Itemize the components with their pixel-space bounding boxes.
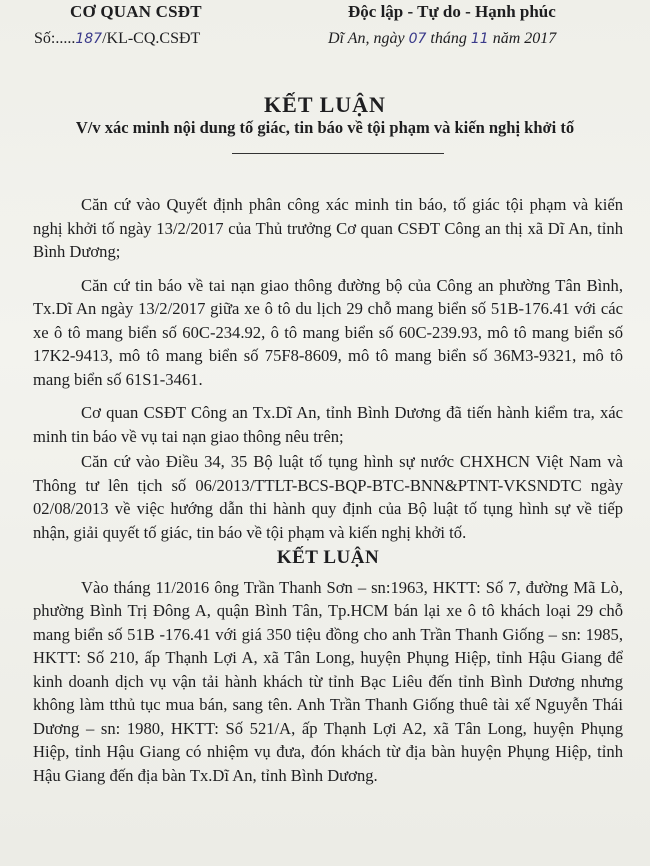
- paragraph-basis-report: Căn cứ tin báo về tai nạn giao thông đường bộ của Công an phường Tân Bình, Tx.Dĩ An ngày 13/2/2017 giữa xe ô tô du lịch 29 chỗ mang biển số 51B-176.41 với các xe ô tô mang biển số 60C-234.92, ô tô mang biển số 60C-239.93, mô tô mang biển số 17K2-9413, mô tô mang biển số 75F8-8609, mô tô mang biển số 36M3-9321, mô tô mang biển số 61S1-3461.: [33, 275, 623, 389]
- date-month-label: tháng: [430, 30, 467, 47]
- document-body: [33, 193, 623, 797]
- document-number-prefix: Số:.....: [34, 30, 76, 47]
- document-number-suffix: /KL-CQ.CSĐT: [102, 30, 201, 47]
- document-number: [34, 30, 200, 48]
- document-subtitle: V/v xác minh nội dung tố giác, tin báo về tội phạm và kiến nghị khởi tố: [75, 118, 575, 137]
- date-month-handwritten: 11: [470, 31, 489, 47]
- document-title: KẾT LUẬN: [264, 92, 386, 117]
- paragraph-legal-basis: Căn cứ vào Điều 34, 35 Bộ luật tố tụng hình sự nước CHXHCN Việt Nam và Thông tư lên tịch số 06/2013/TTLT-BCS-BQP-BTC-BNN&PTNT-VKSNDTC ngày 02/08/2013 về việc hướng dẫn thi hành quy định của Bộ luật tố tụng hình sự về tiếp nhận, giải quyết tố giác, tin báo về tội phạm và kiến nghị khởi tố.: [33, 452, 623, 542]
- national-motto: Độc lập - Tự do - Hạnh phúc: [348, 2, 556, 21]
- conclusion-heading: KẾT LUẬN: [276, 547, 380, 568]
- date-day-handwritten: 07: [408, 31, 427, 47]
- paragraph-investigation: Cơ quan CSĐT Công an Tx.Dĩ An, tỉnh Bình Dương đã tiến hành kiểm tra, xác minh tin báo về vụ tai nạn giao thông nêu trên;: [33, 403, 623, 446]
- document-date: [328, 30, 556, 48]
- document-number-handwritten: 187: [75, 31, 103, 47]
- date-suffix: năm 2017: [492, 30, 557, 47]
- paragraph-basis-decision: Căn cứ vào Quyết định phân công xác minh tin báo, tố giác tội phạm và kiến nghị khởi tố ngày 13/2/2017 của Thủ trưởng Cơ quan CSĐT Công an thị xã Dĩ An, tỉnh Bình Dương;: [33, 195, 623, 261]
- paragraph-conclusion: Vào tháng 11/2016 ông Trần Thanh Sơn – sn:1963, HKTT: Số 7, đường Mã Lò, phường Bình Trị Đông A, quận Bình Tân, Tp.HCM bán lại xe ô tô khách loại 29 chỗ mang biển số 51B -176.41 với giá 350 tiệu đồng cho anh Trần Thanh Giống – sn: 1985, HKTT: Số 210, ấp Thạnh Lợi A, xã Tân Long, huyện Phụng Hiệp, tỉnh Hậu Giang để kinh doanh dịch vụ vận tải hành khách từ tỉnh Bạc Liêu đến tỉnh Bình Dương nhưng không làm tthủ tục mua bán, sang tên. Anh Trần Thanh Giống thuê tài xế Nguyễn Thái Dương – sn: 1980, HKTT: Số 521/A, ấp Thạnh Lợi A2, xã Tân Long, huyện Phụng Hiệp, tỉnh Hậu Giang có nhiệm vụ đưa, đón khách từ địa bàn huyện Phụng Hiệp, tỉnh Hậu Giang đến địa bàn Tx.Dĩ An, tỉnh Bình Dương.: [33, 577, 623, 785]
- title-divider: [232, 153, 444, 154]
- agency-name: CƠ QUAN CSĐT: [70, 2, 202, 21]
- date-prefix: Dĩ An, ngày: [328, 30, 405, 47]
